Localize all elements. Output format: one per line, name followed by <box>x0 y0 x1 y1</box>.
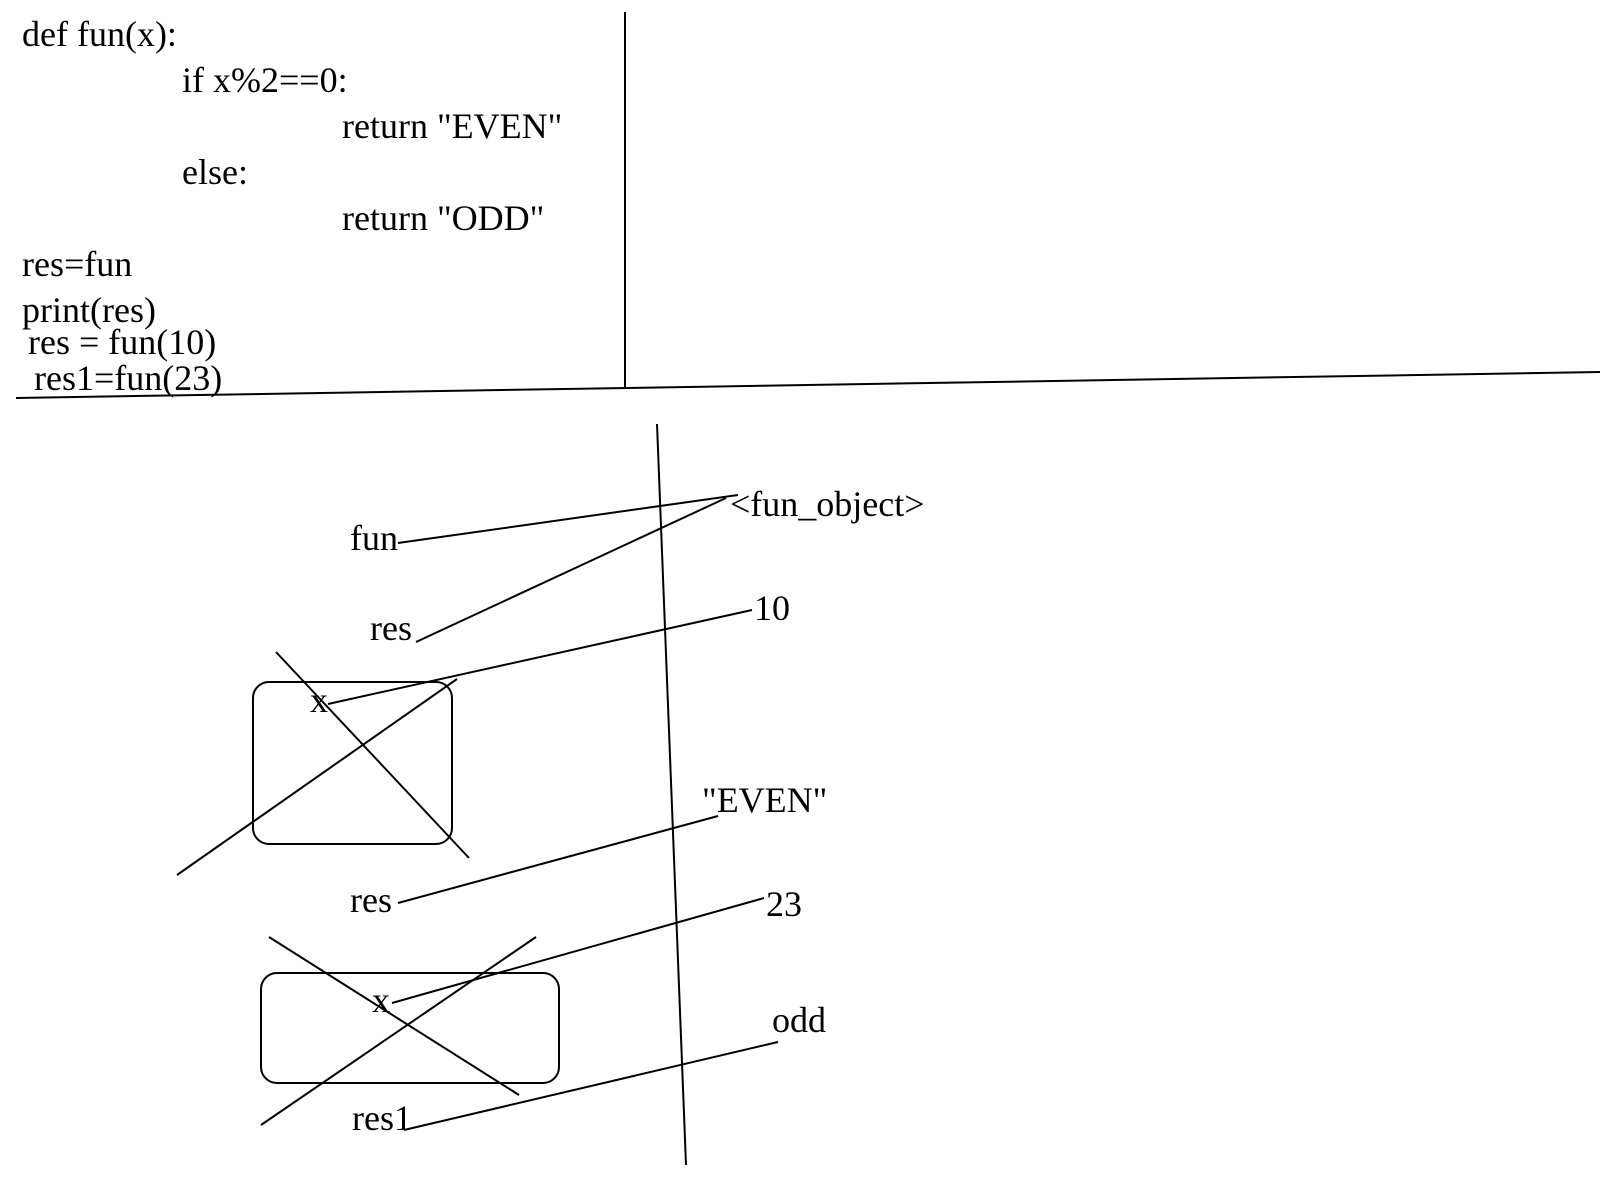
object-twenty-three: 23 <box>766 884 802 924</box>
ref-res1-to-odd <box>404 1042 778 1130</box>
cross-out-line <box>261 937 536 1125</box>
objects-column <box>702 484 925 1040</box>
name-fun: fun <box>350 518 398 558</box>
object-even: "EVEN" <box>702 780 828 820</box>
ref-fun-to-fun-object <box>398 495 738 543</box>
ref-x-to-twenty-three <box>392 898 764 1003</box>
code-line-print: print(res) <box>22 290 156 330</box>
name-res-first: res <box>370 608 412 648</box>
divider-names-objects <box>657 424 686 1165</box>
name-res1: res1 <box>352 1098 412 1138</box>
code-line-res-call: res = fun(10) <box>28 322 217 362</box>
code-line-res1-call: res1=fun(23) <box>34 358 223 398</box>
name-x-second: x <box>372 980 390 1020</box>
name-res-second: res <box>350 880 392 920</box>
object-fun-object: <fun_object> <box>730 484 925 524</box>
code-listing <box>22 14 562 398</box>
ref-res-to-fun-object <box>416 498 726 642</box>
names-column <box>310 518 412 1138</box>
object-ten: 10 <box>754 588 790 628</box>
divider-horizontal <box>16 372 1600 398</box>
code-line-if: if x%2==0: <box>182 60 348 100</box>
object-odd: odd <box>772 1000 826 1040</box>
cross-out-line <box>269 937 519 1095</box>
code-line-return-odd: return "ODD" <box>342 198 545 238</box>
name-x-first: x <box>310 680 328 720</box>
call-frame-second <box>261 937 559 1125</box>
code-line-def: def fun(x): <box>22 14 177 54</box>
ref-res-to-even <box>398 816 718 903</box>
frame-box-first <box>253 682 452 844</box>
frame-box-second <box>261 973 559 1083</box>
code-line-return-even: return "EVEN" <box>342 106 563 146</box>
code-line-else: else: <box>182 152 248 192</box>
code-line-res-assign: res=fun <box>22 244 133 284</box>
